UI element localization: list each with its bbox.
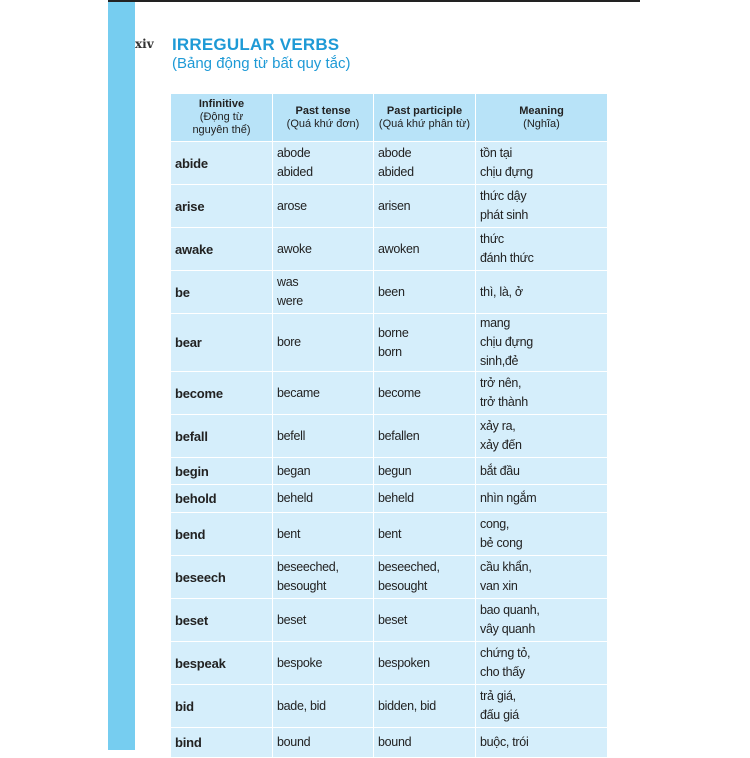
cell-line: đánh thức [480,251,534,265]
cell-past-participle [374,728,476,758]
cell-line: abode [277,146,311,160]
cell-line: bound [277,735,311,749]
cell-line: besought [378,579,428,593]
cell-line: chứng tỏ, [480,646,531,660]
cell-infinitive: bid [171,685,273,728]
table-row [171,642,608,685]
cell-line: xảy đến [480,438,522,452]
table-row [171,372,608,415]
cell-line: bespoken [378,655,430,670]
cell-infinitive: bear [171,314,273,372]
cell-infinitive: abide [171,142,273,185]
cell-infinitive: arise [171,185,273,228]
cell-line: befell [277,428,306,443]
cell-line: beseeched, [277,560,339,574]
cell-infinitive: befall [171,415,273,458]
table-row [171,599,608,642]
cell-line: bắt đầu [480,463,520,478]
cell-line: beset [277,612,307,627]
header-past-tense: Past tense (Quá khứ đơn) [273,94,374,142]
cell-line: tồn tại [480,146,512,160]
page-title: IRREGULAR VERBS [172,35,340,54]
cell-line: bespoke [277,655,323,670]
cell-line: arose [277,198,307,213]
table-row [171,142,608,185]
cell-line: bade, bid [277,698,326,713]
cell-past-participle [374,642,476,685]
cell-line: bẻ cong [480,536,523,550]
cell-past-participle [374,599,476,642]
table-row [171,271,608,314]
page-subtitle: (Bảng động từ bất quy tắc) [172,55,351,72]
table-row [171,314,608,372]
cell-line: thức dậy [480,189,527,203]
cell-line: were [277,294,303,308]
cell-past-participle [374,556,476,599]
top-border-line [108,0,640,2]
cell-infinitive: begin [171,458,273,485]
cell-meaning [476,513,608,556]
cell-line: mang [480,316,511,330]
cell-line: beheld [277,491,313,505]
cell-line: cong, [480,517,510,531]
cell-meaning [476,642,608,685]
cell-past-tense [273,228,374,271]
cell-meaning [476,458,608,485]
cell-line: vây quanh [480,622,535,636]
cell-meaning [476,372,608,415]
cell-line: became [277,385,320,400]
cell-line: begun [378,463,412,478]
cell-line: bound [378,735,412,749]
cell-past-tense [273,372,374,415]
cell-line: xảy ra, [480,419,516,433]
cell-line: sinh,đẻ [480,354,519,368]
cell-line: thì, là, ở [480,284,523,299]
cell-line: borne [378,325,409,340]
cell-line: beheld [378,491,414,505]
cell-line: bent [378,526,402,541]
cell-infinitive: beseech [171,556,273,599]
cell-past-tense [273,642,374,685]
cell-past-participle [374,185,476,228]
cell-past-participle [374,485,476,513]
cell-past-participle [374,372,476,415]
book-spine-band [108,2,135,750]
cell-line: nhìn ngắm [480,491,537,505]
cell-line: arisen [378,198,411,213]
cell-line: chịu đựng [480,335,533,349]
table-row [171,185,608,228]
table-row [171,228,608,271]
table-row [171,458,608,485]
cell-line: trở nên, [480,376,522,390]
cell-line: become [378,385,421,400]
cell-past-tense [273,458,374,485]
cell-past-tense [273,314,374,372]
irregular-verbs-table [170,93,608,758]
cell-meaning [476,415,608,458]
cell-infinitive: bespeak [171,642,273,685]
cell-past-participle [374,458,476,485]
cell-past-participle [374,314,476,372]
table-header-row [171,94,608,142]
cell-line: van xin [480,579,518,593]
cell-line: bidden, bid [378,698,436,713]
cell-line: beset [378,612,408,627]
cell-past-tense [273,556,374,599]
cell-line: trở thành [480,395,528,409]
cell-line: phát sinh [480,208,529,222]
cell-infinitive: bend [171,513,273,556]
cell-infinitive: beset [171,599,273,642]
cell-line: bent [277,526,301,541]
cell-past-tense [273,185,374,228]
cell-meaning [476,142,608,185]
cell-past-participle [374,228,476,271]
cell-line: trả giá, [480,689,516,703]
cell-past-participle [374,271,476,314]
cell-past-tense [273,485,374,513]
cell-infinitive: awake [171,228,273,271]
cell-line: was [277,275,299,289]
cell-meaning [476,685,608,728]
cell-infinitive: be [171,271,273,314]
cell-meaning [476,314,608,372]
table-row [171,685,608,728]
cell-line: thức [480,232,504,246]
cell-past-participle [374,415,476,458]
cell-line: abided [277,165,313,179]
header-past-participle: Past participle (Quá khứ phân từ) [374,94,476,142]
table-row [171,556,608,599]
table-row [171,728,608,758]
cell-line: awoken [378,241,420,256]
cell-line: cho thấy [480,665,525,679]
cell-line: besought [277,579,327,593]
cell-past-tense [273,142,374,185]
cell-meaning [476,556,608,599]
cell-infinitive: bind [171,728,273,758]
cell-past-tense [273,728,374,758]
table-row [171,415,608,458]
cell-past-tense [273,685,374,728]
cell-line: cầu khẩn, [480,560,532,574]
cell-line: born [378,344,402,359]
header-meaning: Meaning (Nghĩa) [476,94,608,142]
cell-line: buộc, trói [480,735,529,749]
header-infinitive: Infinitive (Động từ nguyên thể) [171,94,273,142]
cell-past-participle [374,513,476,556]
cell-line: awoke [277,241,312,256]
cell-infinitive: become [171,372,273,415]
cell-past-tense [273,513,374,556]
table-row [171,485,608,513]
cell-past-participle [374,142,476,185]
cell-past-tense [273,271,374,314]
cell-meaning [476,485,608,513]
cell-line: began [277,463,311,478]
cell-line: abided [378,165,414,179]
cell-line: chịu đựng [480,165,533,179]
page-number: xiv [135,37,154,51]
cell-past-tense [273,599,374,642]
cell-line: been [378,284,405,299]
cell-meaning [476,599,608,642]
cell-line: abode [378,146,412,160]
cell-line: bao quanh, [480,603,540,617]
cell-meaning [476,271,608,314]
cell-meaning [476,185,608,228]
cell-infinitive: behold [171,485,273,513]
cell-line: befallen [378,428,420,443]
cell-meaning [476,728,608,758]
table-body [171,142,608,758]
cell-meaning [476,228,608,271]
cell-past-participle [374,685,476,728]
table-row [171,513,608,556]
cell-past-tense [273,415,374,458]
cell-line: đấu giá [480,708,519,722]
cell-line: bore [277,335,301,349]
cell-line: beseeched, [378,560,440,574]
